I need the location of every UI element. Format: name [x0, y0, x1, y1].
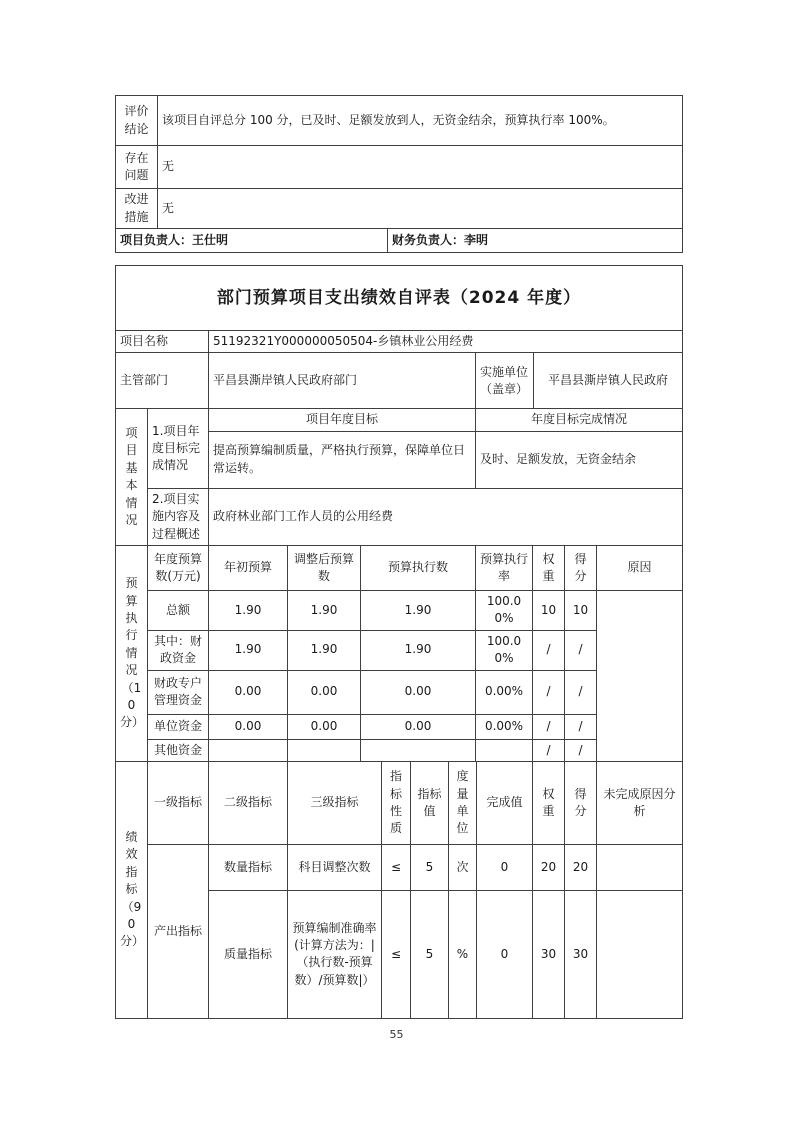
- indicator-level2-cell: 质量指标: [209, 890, 288, 1018]
- budget-cell: 0.00: [209, 714, 288, 739]
- indicator-unit-cell: 次: [449, 844, 477, 890]
- project-name-label: 项目名称: [116, 331, 209, 353]
- indicator-actual-cell: 0: [477, 844, 533, 890]
- budget-cell: [361, 739, 476, 761]
- budget-cell: /: [565, 714, 597, 739]
- budget-row-name: 单位资金: [148, 714, 209, 739]
- budget-cell: /: [565, 739, 597, 761]
- dept-label: 主管部门: [116, 353, 209, 409]
- budget-cell: [209, 739, 288, 761]
- budget-cell: /: [565, 630, 597, 670]
- indicator-header-level3: 三级指标: [288, 761, 382, 844]
- indicator-nature-cell: ≤: [382, 844, 411, 890]
- indicator-row-quantity: [116, 844, 683, 890]
- budget-cell: 1.90: [209, 590, 288, 630]
- budget-cell: 0.00%: [476, 714, 533, 739]
- budget-row-total: [116, 590, 683, 630]
- project-leader-cell: 项目负责人：王仕明: [116, 229, 388, 253]
- budget-execution-section: [115, 545, 683, 762]
- budget-cell: 10: [565, 590, 597, 630]
- indicator-score-cell: 30: [565, 890, 597, 1018]
- budget-row-name: 财政专户管理资金: [148, 670, 209, 714]
- indicator-header-level2: 二级指标: [209, 761, 288, 844]
- indicator-header-unit: 度量单位: [449, 761, 477, 844]
- summary-label-conclusion: 评价结论: [116, 96, 158, 146]
- basic-section-label: 项目基本情况: [116, 409, 148, 546]
- indicator-reason-cell: [597, 844, 683, 890]
- budget-cell: 1.90: [288, 630, 361, 670]
- finance-leader-cell: 财务负责人：李明: [388, 229, 683, 253]
- project-info-block: [115, 330, 683, 409]
- indicator-level2-cell: 数量指标: [209, 844, 288, 890]
- budget-header-score: 得分: [565, 545, 597, 590]
- basic-row2-label: 2.项目实施内容及过程概述: [148, 488, 209, 545]
- budget-cell: 0.00: [361, 670, 476, 714]
- budget-cell: /: [533, 670, 565, 714]
- annual-goal-value: 提高预算编制质量，严格执行预算，保障单位日常运转。: [209, 431, 476, 488]
- budget-cell: 1.90: [361, 630, 476, 670]
- indicator-target-cell: 5: [411, 844, 449, 890]
- budget-section-label: 预算执行情况（10分）: [116, 545, 148, 761]
- indicator-score-cell: 20: [565, 844, 597, 890]
- goal-completion-value: 及时、足额发放，无资金结余: [476, 431, 683, 488]
- indicator-level3-cell: 预算编制准确率(计算方法为：|（执行数-预算数）/预算数|）: [288, 890, 382, 1018]
- budget-cell: 1.90: [288, 590, 361, 630]
- indicator-actual-cell: 0: [477, 890, 533, 1018]
- budget-header-rate: 预算执行率: [476, 545, 533, 590]
- summary-table: [115, 95, 682, 253]
- budget-header-executed: 预算执行数: [361, 545, 476, 590]
- indicator-header-level1: 一级指标: [148, 761, 209, 844]
- budget-cell: 1.90: [209, 630, 288, 670]
- dept-value: 平昌县澌岸镇人民政府部门: [209, 353, 476, 409]
- budget-cell: 100.00%: [476, 590, 533, 630]
- indicator-weight-cell: 30: [533, 890, 565, 1018]
- evaluation-table-title-block: [115, 265, 683, 331]
- budget-header-initial: 年初预算: [209, 545, 288, 590]
- indicators-section-label: 绩效指标（90分）: [116, 761, 148, 1018]
- indicator-nature-cell: ≤: [382, 890, 411, 1018]
- summary-value-improvements: 无: [158, 189, 683, 229]
- indicator-level3-cell: 科目调整次数: [288, 844, 382, 890]
- summary-label-problems: 存在问题: [116, 146, 158, 189]
- basic-row2-value: 政府林业部门工作人员的公用经费: [209, 488, 683, 545]
- performance-indicators-section: [115, 761, 683, 1019]
- budget-cell: 100.00%: [476, 630, 533, 670]
- budget-cell: 0.00: [209, 670, 288, 714]
- budget-row-name: 其中：财政资金: [148, 630, 209, 670]
- budget-header-reason: 原因: [597, 545, 683, 590]
- budget-reason-cell: [597, 590, 683, 761]
- budget-header-amount: 年度预算数(万元): [148, 545, 209, 590]
- evaluation-table-title: 部门预算项目支出绩效自评表（2024 年度）: [116, 266, 683, 331]
- indicator-header-actual: 完成值: [477, 761, 533, 844]
- impl-unit-label: 实施单位（盖章）: [476, 353, 534, 409]
- annual-goal-header: 项目年度目标: [209, 409, 476, 431]
- budget-cell: 0.00: [288, 670, 361, 714]
- evaluation-table: [115, 265, 682, 1019]
- basic-row1-label: 1.项目年度目标完成情况: [148, 409, 209, 488]
- indicator-reason-cell: [597, 890, 683, 1018]
- budget-cell: 1.90: [361, 590, 476, 630]
- budget-cell: /: [565, 670, 597, 714]
- goal-completion-header: 年度目标完成情况: [476, 409, 683, 431]
- indicator-header-reason: 未完成原因分析: [597, 761, 683, 844]
- page-number: 55: [389, 1028, 404, 1041]
- budget-cell: [288, 739, 361, 761]
- budget-cell: 10: [533, 590, 565, 630]
- budget-row-name: 总额: [148, 590, 209, 630]
- impl-unit-value: 平昌县澌岸镇人民政府: [534, 353, 683, 409]
- indicator-level1-cell: 产出指标: [148, 844, 209, 1018]
- budget-header-adjusted: 调整后预算数: [288, 545, 361, 590]
- budget-cell: 0.00: [361, 714, 476, 739]
- indicator-header-weight: 权重: [533, 761, 565, 844]
- budget-cell: /: [533, 630, 565, 670]
- budget-cell: 0.00: [288, 714, 361, 739]
- indicator-header-nature: 指标性质: [382, 761, 411, 844]
- indicator-unit-cell: %: [449, 890, 477, 1018]
- budget-cell: [476, 739, 533, 761]
- budget-cell: /: [533, 714, 565, 739]
- indicator-target-cell: 5: [411, 890, 449, 1018]
- indicator-header-score: 得分: [565, 761, 597, 844]
- indicator-weight-cell: 20: [533, 844, 565, 890]
- indicator-header-target: 指标值: [411, 761, 449, 844]
- budget-row-name: 其他资金: [148, 739, 209, 761]
- budget-header-weight: 权重: [533, 545, 565, 590]
- budget-cell: /: [533, 739, 565, 761]
- budget-cell: 0.00%: [476, 670, 533, 714]
- summary-label-improvements: 改进措施: [116, 189, 158, 229]
- basic-info-section: [115, 408, 683, 546]
- project-name-value: 51192321Y000000050504-乡镇林业公用经费: [209, 331, 683, 353]
- summary-value-problems: 无: [158, 146, 683, 189]
- summary-value-conclusion: 该项目自评总分 100 分，已及时、足额发放到人，无资金结余，预算执行率 100%。: [158, 96, 683, 146]
